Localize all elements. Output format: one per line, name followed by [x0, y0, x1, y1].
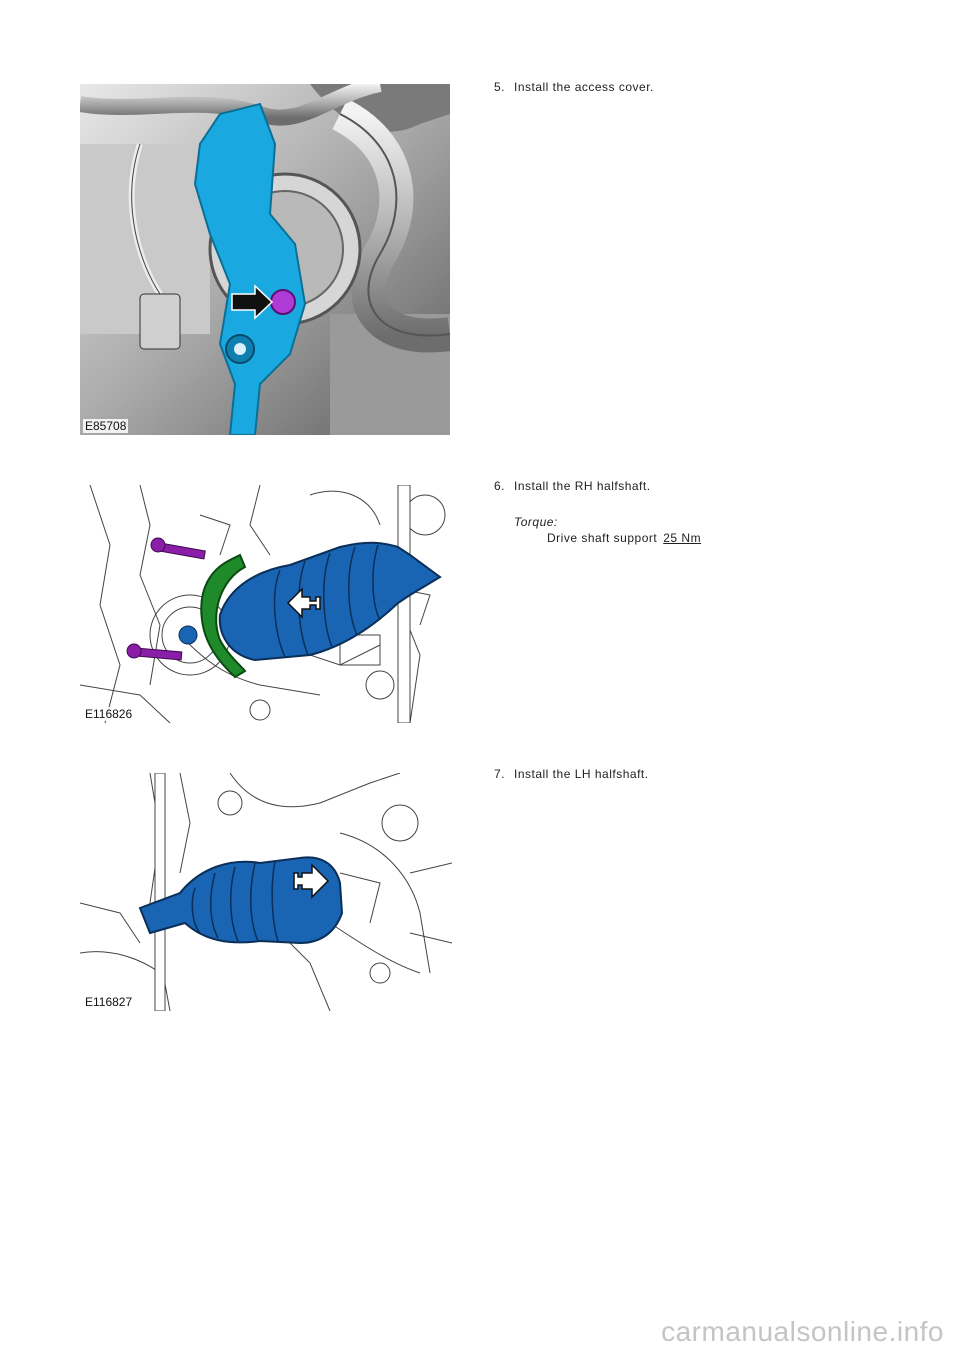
bolt-highlight [271, 290, 295, 314]
figure-id: E116827 [85, 995, 133, 1009]
step-number: 6. [494, 479, 506, 493]
figure-id: E85708 [85, 419, 127, 433]
step-text: Install the RH halfshaft. [514, 479, 651, 493]
figure-lh-halfshaft [80, 773, 452, 1011]
lh-halfshaft-illustration [80, 773, 452, 1011]
torque-label: Torque: [514, 515, 558, 529]
step-6 [494, 479, 651, 493]
step-7 [494, 767, 649, 781]
step-number: 5. [494, 80, 506, 94]
torque-item: Drive shaft support [547, 531, 658, 545]
rh-halfshaft-illustration [80, 485, 452, 723]
torque-value-link[interactable]: 25 Nm [663, 531, 702, 545]
step-number: 7. [494, 767, 506, 781]
step-text: Install the LH halfshaft. [514, 767, 649, 781]
access-cover-illustration [80, 84, 450, 435]
step-5 [494, 80, 654, 94]
figure-rh-halfshaft [80, 485, 452, 723]
figure-access-cover [80, 84, 450, 435]
torque-spec [547, 531, 701, 545]
figure-id: E116826 [85, 707, 133, 721]
step-text: Install the access cover. [514, 80, 654, 94]
footer-watermark: carmanualsonline.info [661, 1316, 944, 1347]
